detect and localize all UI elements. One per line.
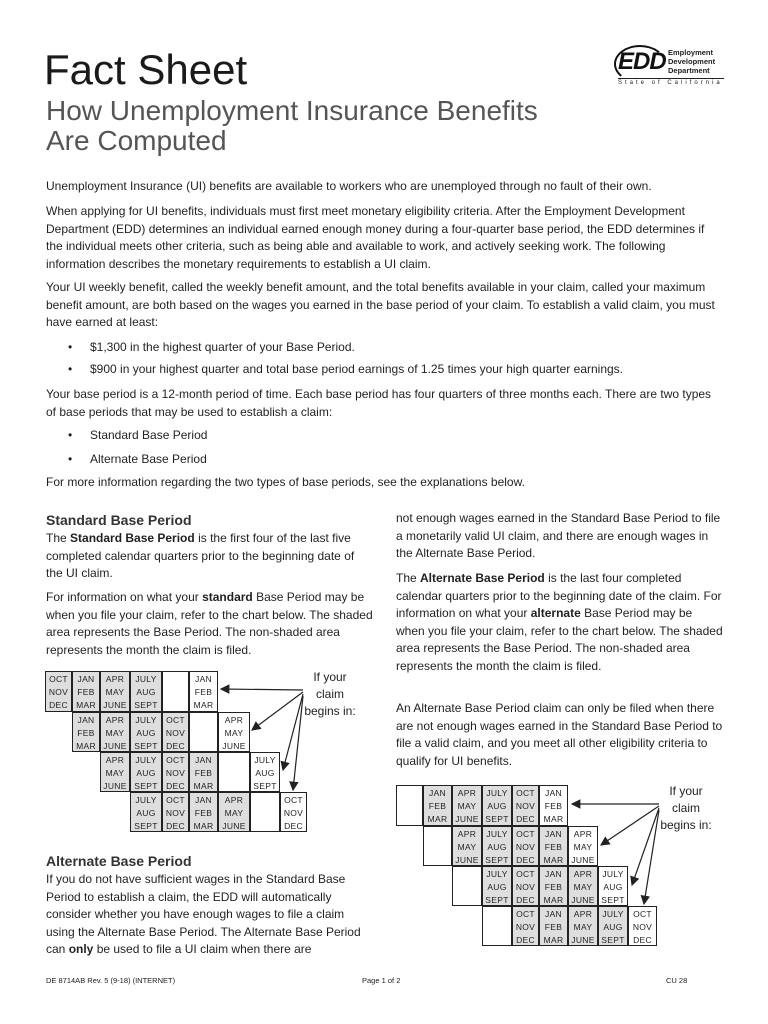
calendar-cell: JULY AUG SEPT [482, 826, 512, 866]
calendar-cell: APR MAY JUNE [568, 906, 598, 946]
calendar-cell: JAN FEB MAR [539, 826, 568, 866]
if-claim-label: If your claim begins in: [660, 784, 712, 832]
if-claim-label: If your claim begins in: [304, 670, 356, 718]
alternate-heading: Alternate Base Period [46, 853, 192, 869]
calendar-cell: APR MAY JUNE [568, 866, 598, 906]
calendar-cell: JAN FEB MAR [189, 752, 218, 792]
intro-paragraph-1: Unemployment Insurance (UI) benefits are available to workers who are unemployed through no fault of their own. [46, 179, 652, 193]
calendar-cell: OCT NOV DEC [512, 866, 539, 906]
calendar-cell: JULY AUG SEPT [482, 866, 512, 906]
calendar-cell: JAN FEB MAR [539, 906, 568, 946]
calendar-cell: JULY AUG SEPT [130, 671, 162, 712]
calendar-cell: JULY AUG SEPT [598, 906, 628, 946]
footer-code: CU 28 [666, 976, 688, 985]
calendar-cell: OCT NOV DEC [512, 785, 539, 826]
footer-page-number: Page 1 of 2 [362, 976, 401, 985]
calendar-cell: OCT NOV DEC [162, 712, 189, 752]
calendar-cell: JAN FEB MAR [539, 866, 568, 906]
calendar-cell: OCT NOV DEC [512, 826, 539, 866]
edd-logo-words: Employment Development Department [668, 48, 716, 75]
calendar-cell: JULY AUG SEPT [598, 866, 628, 906]
calendar-cell: JAN FEB MAR [189, 792, 218, 832]
alternate-paragraph-1-continued: not enough wages earned in the Standard Base Period to file a monetarily valid UI claim, and there are enough wages in the Alternate Base Period. [396, 511, 721, 561]
calendar-cell: JAN FEB MAR [539, 785, 568, 826]
intro-paragraph-5: For more information regarding the two types of base periods, see the explanations below. [46, 475, 525, 489]
calendar-cell: OCT NOV DEC [162, 792, 189, 832]
calendar-cell: JAN FEB MAR [189, 671, 218, 712]
edd-logo-state: State of California [618, 80, 723, 86]
calendar-cell: APR MAY JUNE [100, 671, 130, 712]
calendar-cell: JAN FEB MAR [423, 785, 452, 826]
calendar-cell: OCT NOV DEC [512, 906, 539, 946]
calendar-cell: APR MAY JUNE [100, 752, 130, 792]
calendar-cell: APR MAY JUNE [452, 785, 482, 826]
calendar-cell: JAN FEB MAR [72, 712, 100, 752]
calendar-cell: APR MAY JUNE [218, 792, 250, 832]
intro-paragraph-2: When applying for UI benefits, individuals must first meet monetary eligibility criteria. After the Employment Development Department (EDD) determines an individual earned enough money during a four-quarter base period, the EDD determines if the individual meets other criteria, such as being able and available to work, and actively seeking work. The following information describes the monetary requirements to establish a UI claim. [46, 204, 705, 271]
standard-heading: Standard Base Period [46, 512, 192, 528]
page-subtitle: How Unemployment Insurance Benefits Are Computed [46, 95, 538, 156]
alternate-paragraph-3: An Alternate Base Period claim can only be filed when there are not enough wages earned in the Standard Base Period to file a valid claim, and you meet all other eligibility criteria to qualify for UI benefits. [396, 701, 723, 768]
page-title: Fact Sheet [44, 46, 248, 93]
calendar-cell: APR MAY JUNE [568, 826, 598, 866]
intro-paragraph-3: Your UI weekly benefit, called the weekly benefit amount, and the total benefits available in your claim, called your maximum benefit amount, are both based on the wages you earned in the base period of your claim. To establish a valid claim, you must have earned at least: [46, 280, 715, 330]
calendar-cell: APR MAY JUNE [218, 712, 250, 752]
calendar-cell: APR MAY JUNE [100, 712, 130, 752]
calendar-cell: OCT NOV DEC [45, 671, 72, 712]
calendar-cell: JULY AUG SEPT [130, 752, 162, 792]
calendar-cell: JAN FEB MAR [72, 671, 100, 712]
edd-logo-mark: EDD [618, 48, 666, 75]
calendar-cell: JULY AUG SEPT [250, 752, 280, 792]
calendar-cell: OCT NOV DEC [628, 906, 657, 946]
alternate-paragraph-1: If you do not have sufficient wages in the Standard Base Period to establish a claim, the EDD will automatically consider whether you have enough wages to file a claim using the Alternate Base Period. The Alternate Base Period can only be used to file a UI claim when there are [46, 872, 361, 957]
alternate-paragraph-2: The Alternate Base Period is the last four completed calendar quarters prior to the beginning date of the claim. For information on what your alternate Base Period may be when you file your claim, refer to the chart below. The shaded area represents the Base Period. The non-shaded area represents the month the claim is filed. [396, 571, 723, 673]
calendar-cell: JULY AUG SEPT [130, 792, 162, 832]
intro-paragraph-4: Your base period is a 12-month period of time. Each base period has four quarters of three months each. There are two types of base periods that may be used to establish a claim: [46, 387, 712, 419]
calendar-cell: JULY AUG SEPT [482, 785, 512, 826]
standard-paragraph-1: The Standard Base Period is the first four of the last five completed calendar quarters prior to the beginning date of the UI claim. [46, 531, 355, 581]
standard-paragraph-2: For information on what your standard Base Period may be when you file your claim, refer to the chart below. The shaded area represents the Base Period. The non-shaded area represents the month the claim is filed. [46, 590, 373, 657]
footer-form-number: DE 8714AB Rev. 5 (9-18) (INTERNET) [46, 976, 176, 985]
calendar-cell: OCT NOV DEC [280, 792, 307, 832]
calendar-cell: JULY AUG SEPT [130, 712, 162, 752]
calendar-cell: APR MAY JUNE [452, 826, 482, 866]
calendar-cell: OCT NOV DEC [162, 752, 189, 792]
